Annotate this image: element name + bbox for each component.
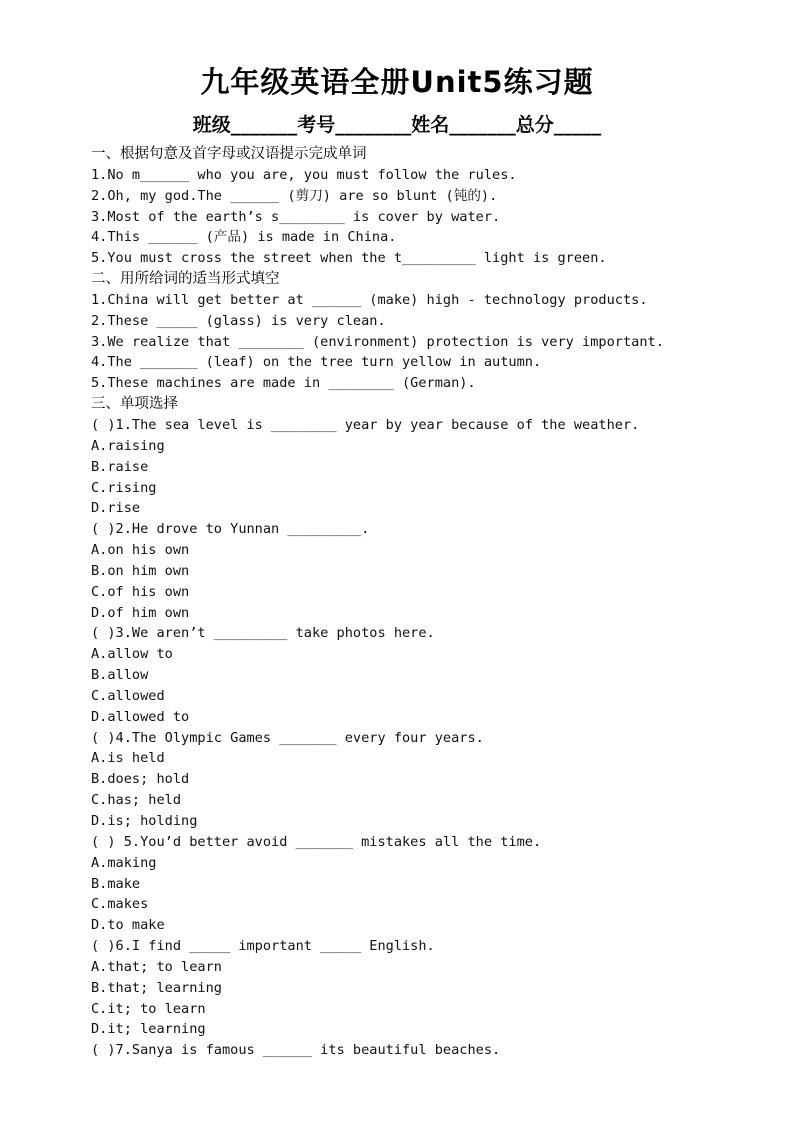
- exercise-line: C.of his own: [91, 583, 190, 600]
- exercise-line: 4.This ______ (产品) is made in China.: [91, 229, 397, 246]
- exercise-line: C.it; to learn: [91, 1000, 206, 1017]
- exercise-line: A.on his own: [91, 542, 190, 559]
- exercise-line: A.allow to: [91, 646, 173, 663]
- exercise-line: D.of him own: [91, 604, 190, 621]
- exercise-line: B.allow: [91, 667, 149, 684]
- exercise-line: A.raising: [91, 437, 165, 454]
- exercise-line: D.allowed to: [91, 708, 190, 725]
- exercise-line: 1.China will get better at ______ (make) high - technology products.: [91, 291, 648, 308]
- section-heading: 二、用所给词的适当形式填空: [91, 271, 280, 288]
- exercise-line: C.has; held: [91, 792, 182, 809]
- exercise-line: ( )7.Sanya is famous ______ its beautiful beaches.: [91, 1042, 501, 1059]
- exercise-line: ( )1.The sea level is ________ year by year because of the weather.: [91, 416, 640, 433]
- exercise-line: C.makes: [91, 896, 149, 913]
- exercise-line: ( )2.He drove to Yunnan _________.: [91, 521, 370, 538]
- exercise-line: D.it; learning: [91, 1021, 206, 1038]
- exercise-line: ( )4.The Olympic Games _______ every four years.: [91, 729, 484, 746]
- exercise-line: 4.The _______ (leaf) on the tree turn yellow in autumn.: [91, 354, 542, 371]
- exercise-line: ( )6.I find _____ important _____ English.: [91, 938, 435, 955]
- exercise-line: B.on him own: [91, 562, 190, 579]
- exercise-line: 1.No m______ who you are, you must follow the rules.: [91, 166, 517, 183]
- exercise-line: ( ) 5.You’d better avoid _______ mistakes all the time.: [91, 833, 542, 850]
- exercise-line: 3.Most of the earth’s s________ is cover by water.: [91, 208, 501, 225]
- exercise-line: A.is held: [91, 750, 165, 767]
- exercise-line: B.does; hold: [91, 771, 190, 788]
- exercise-line: D.rise: [91, 500, 141, 517]
- exercise-line: C.allowed: [91, 687, 165, 704]
- page-title: 九年级英语全册Unit5练习题: [200, 65, 594, 99]
- exercise-line: B.that; learning: [91, 979, 222, 996]
- exercise-line: 2.These _____ (glass) is very clean.: [91, 312, 386, 329]
- exercise-line: B.make: [91, 875, 141, 892]
- exercise-line: C.rising: [91, 479, 157, 496]
- exercise-line: B.raise: [91, 458, 149, 475]
- section-heading: 一、根据句意及首字母或汉语提示完成单词: [91, 146, 367, 162]
- exercise-line: 3.We realize that ________ (environment) protection is very important.: [91, 333, 664, 350]
- exercise-line: A.making: [91, 854, 157, 871]
- section-heading: 三、单项选择: [91, 396, 178, 413]
- exercise-line: A.that; to learn: [91, 958, 222, 975]
- exercise-line: D.is; holding: [91, 813, 198, 829]
- exercise-content: [91, 144, 771, 1061]
- exercise-line: ( )3.We aren’t _________ take photos here.: [91, 625, 435, 642]
- exercise-line: 5.These machines are made in ________ (German).: [91, 375, 476, 392]
- exercise-line: D.to make: [91, 917, 165, 934]
- exercise-line: 2.Oh, my god.The ______ (剪刀) are so blunt (钝的).: [91, 187, 498, 204]
- student-info-line: 班级_______考号________姓名_______总分_____: [192, 114, 602, 136]
- exercise-line: 5.You must cross the street when the t_________ light is green.: [91, 250, 607, 267]
